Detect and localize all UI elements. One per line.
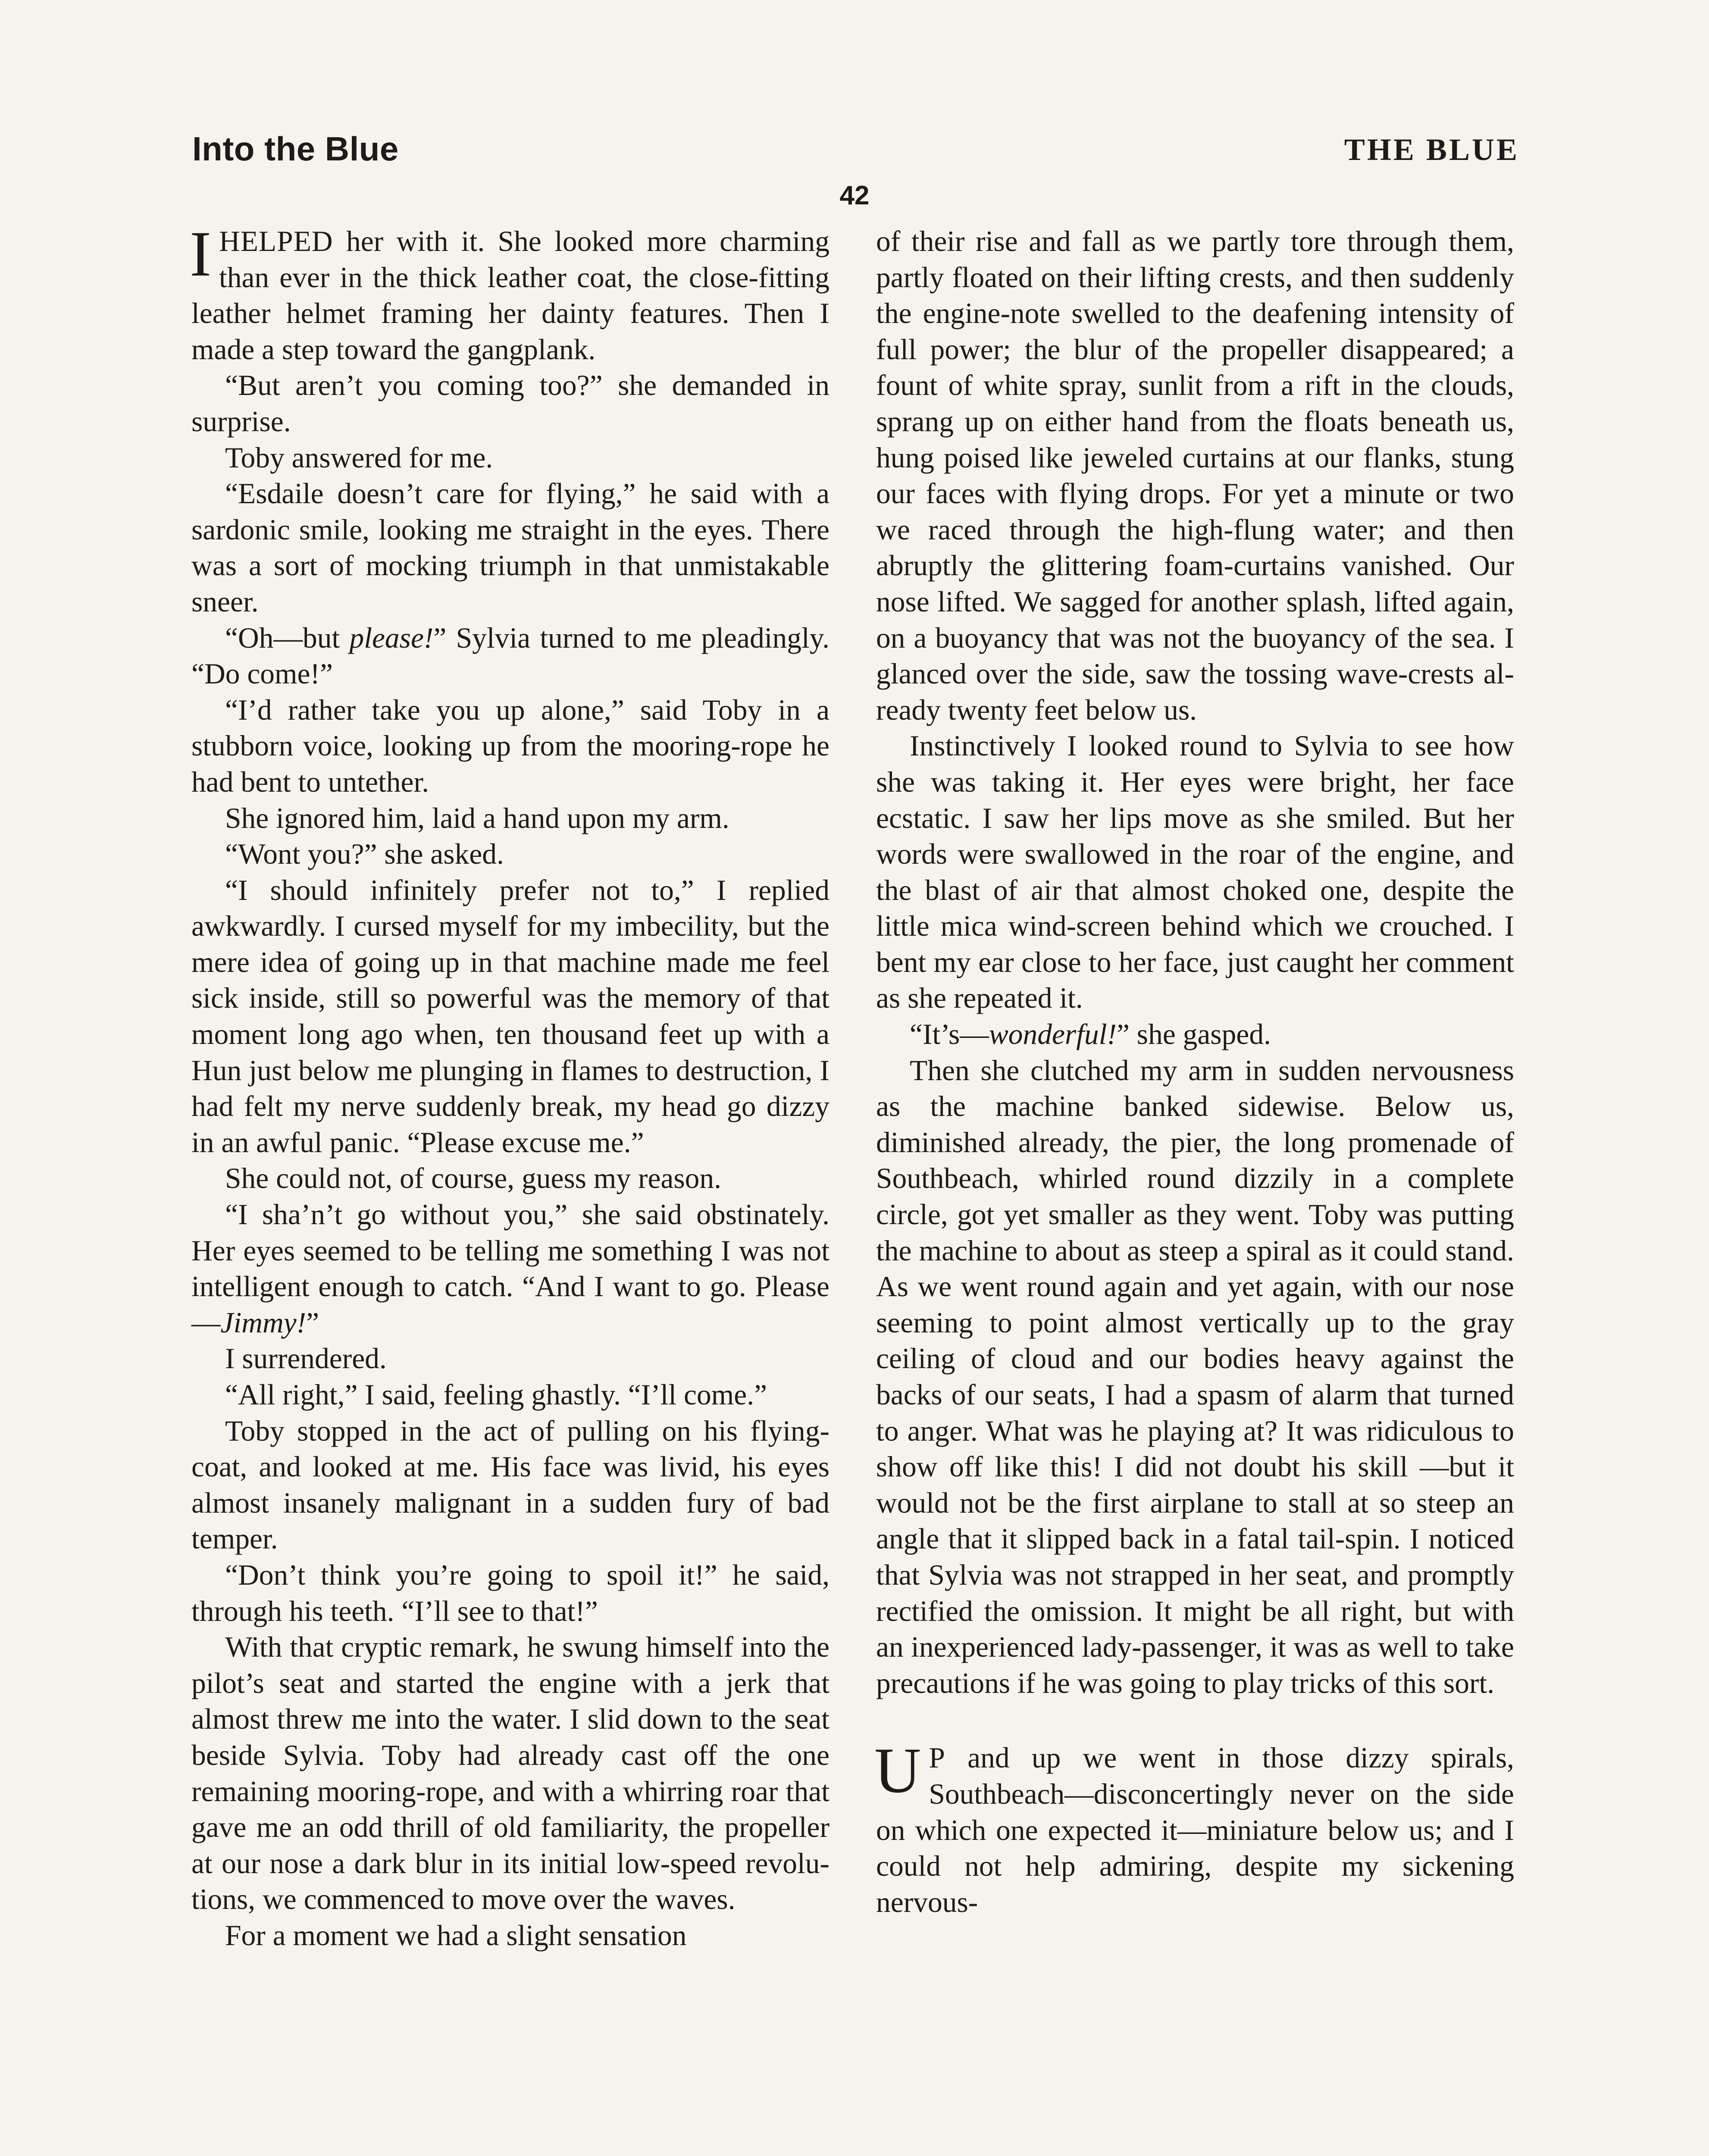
paragraph-text: ” bbox=[306, 1306, 319, 1339]
drop-cap: I bbox=[190, 218, 211, 290]
paragraph: “All right,” I said, feeling ghastly. “I’ll come.” bbox=[225, 1379, 767, 1411]
paragraph-text: her with it. She looked more charming than ever in the thick leather coat, the close-fitting leather helmet framing her dainty features. Then I made a step toward the gangplank. bbox=[191, 225, 829, 366]
paragraph-text: and up we went in those dizzy spirals, Southbeach—disconcertingly never on the side on which one expected it—miniature below us; and I could not help admiring, despite my sickening nervous- bbox=[876, 1742, 1514, 1918]
italic-text: please! bbox=[349, 621, 434, 654]
paragraph: For a moment we had a slight sensation bbox=[225, 1919, 687, 1952]
paragraph: “Wont you?” she asked. bbox=[225, 838, 504, 871]
paragraph: Then she clutched my arm in sudden nervousness as the machine banked sidewise. Below us, diminished already, the pier, the long promenade of Southbeach, whirled round dizzily in a complete circle, got yet smaller as they went. Toby was putting the machine to about as steep a spiral as it could stand. As we went round again and yet again, with our nose seeming to point almost vertically up to the gray ceiling of cloud and our bodies heavy against the backs of our seats, I had a spasm of alarm that turned to anger. What was he playing at? It was ridiculous to show off like this! I did not doubt his skill —but it would not be the first airplane to stall at so steep an angle that it slipped back in a fatal tail-spin. I noticed that Sylvia was not strapped in her seat, and promptly rectified the omission. It might be all right, but with an inexperienced lady-passenger, it was as well to take precautions if he was going to play tricks of this sort. bbox=[876, 1054, 1514, 1699]
opening-caps: P bbox=[929, 1742, 945, 1774]
paragraph: “Esdaile doesn’t care for flying,” he said with a sardonic smile, looking me straight in the eyes. There was a sort of mocking triumph in that unmistakable sneer. bbox=[191, 477, 829, 618]
paragraph: “But aren’t you coming too?” she demanded in surprise. bbox=[191, 369, 829, 438]
paragraph: “I should infinitely prefer not to,” I replied awkwardly. I cursed myself for my imbecility, but the mere idea of going up in that machine made me feel sick inside, still so powerful was the memory of that moment long ago when, ten thousand feet up with a Hun just below me plunging in flames to destruction, I had felt my nerve suddenly break, my head go dizzy in an awful panic. “Please excuse me.” bbox=[191, 874, 829, 1159]
drop-cap: U bbox=[874, 1735, 921, 1807]
paragraph bbox=[191, 620, 829, 692]
italic-text: wonderful! bbox=[989, 1018, 1117, 1051]
running-head-magazine: THE BLUE bbox=[1344, 132, 1519, 167]
paragraph bbox=[190, 218, 829, 367]
page-number: 42 bbox=[839, 181, 870, 210]
paragraph: of their rise and fall as we partly tore through them, partly floated on their lifting crests, and then suddenly the engine-note swelled to the deafening intensity of full power; the blur of the propeller disappeared; a fount of white spray, sunlit from a rift in the clouds, sprang up on either hand from the floats beneath us, hung poised like jeweled curtains at our flanks, stung our faces with flying drops. For yet a minute or two we raced through the high-flung water; and then abruptly the glittering foam-curtains vanished. Our nose lifted. We sagged for another splash, lifted again, on a buoyancy that was not the buoyancy of the sea. I glanced over the side, saw the tossing wave-crests already twenty feet below us. bbox=[876, 225, 1514, 726]
opening-caps: HELPED bbox=[219, 225, 333, 257]
paragraph: Instinctively I looked round to Sylvia to see how she was taking it. Her eyes were bright, her face ecstatic. I saw her lips move as she smiled. But her words were swallowed in the roar of the engine, and the blast of air that almost choked one, despite the little mica wind-screen behind which we crouched. I bent my ear close to her face, just caught her comment as she repeated it. bbox=[876, 730, 1514, 1015]
paragraph-text: ” she gasped. bbox=[1116, 1018, 1271, 1051]
section-opening-paragraph bbox=[874, 1735, 1514, 1920]
paragraph: Toby answered for me. bbox=[225, 441, 493, 474]
paragraph: “Don’t think you’re going to spoil it!” he said, through his teeth. “I’ll see to that!” bbox=[191, 1558, 829, 1627]
italic-text: Jimmy! bbox=[220, 1306, 307, 1339]
right-column bbox=[876, 223, 1514, 1920]
paragraph: She could not, of course, guess my reason. bbox=[225, 1162, 722, 1195]
paragraph-text: “It’s— bbox=[910, 1018, 989, 1051]
paragraph: Toby stopped in the act of pulling on his flying-coat, and looked at me. His face was livid, his eyes almost insanely malignant in a sudden fury of bad temper. bbox=[191, 1414, 829, 1555]
left-column bbox=[190, 218, 829, 1954]
paragraph: With that cryptic remark, he swung himself into the pilot’s seat and started the engine with a jerk that almost threw me into the water. I slid down to the seat beside Sylvia. Toby had already cast off the one remaining mooring-rope, and with a whirring roar that gave me an odd thrill of old familiarity, the propeller at our nose a dark blur in its initial low-speed revolutions, we commenced to move over the waves. bbox=[191, 1631, 829, 1916]
paragraph: “I’d rather take you up alone,” said Toby in a stubborn voice, looking up from the mooring-rope he had bent to untether. bbox=[191, 693, 829, 798]
paragraph-text: “I sha’n’t go without you,” she said obstinately. Her eyes seemed to be telling me something I was not intelligent enough to catch. “And I want to go. Please— bbox=[191, 1198, 829, 1339]
paragraph: I surrendered. bbox=[225, 1342, 387, 1375]
paragraph-text: “Oh—but bbox=[225, 621, 350, 654]
paragraph bbox=[191, 1197, 829, 1341]
running-head-title: Into the Blue bbox=[192, 130, 399, 168]
paragraph: She ignored him, laid a hand upon my arm. bbox=[225, 802, 729, 834]
paragraph-text: ” Sylvia turned to me pleadingly. “Do come!” bbox=[191, 621, 829, 690]
paragraph bbox=[876, 1016, 1514, 1053]
